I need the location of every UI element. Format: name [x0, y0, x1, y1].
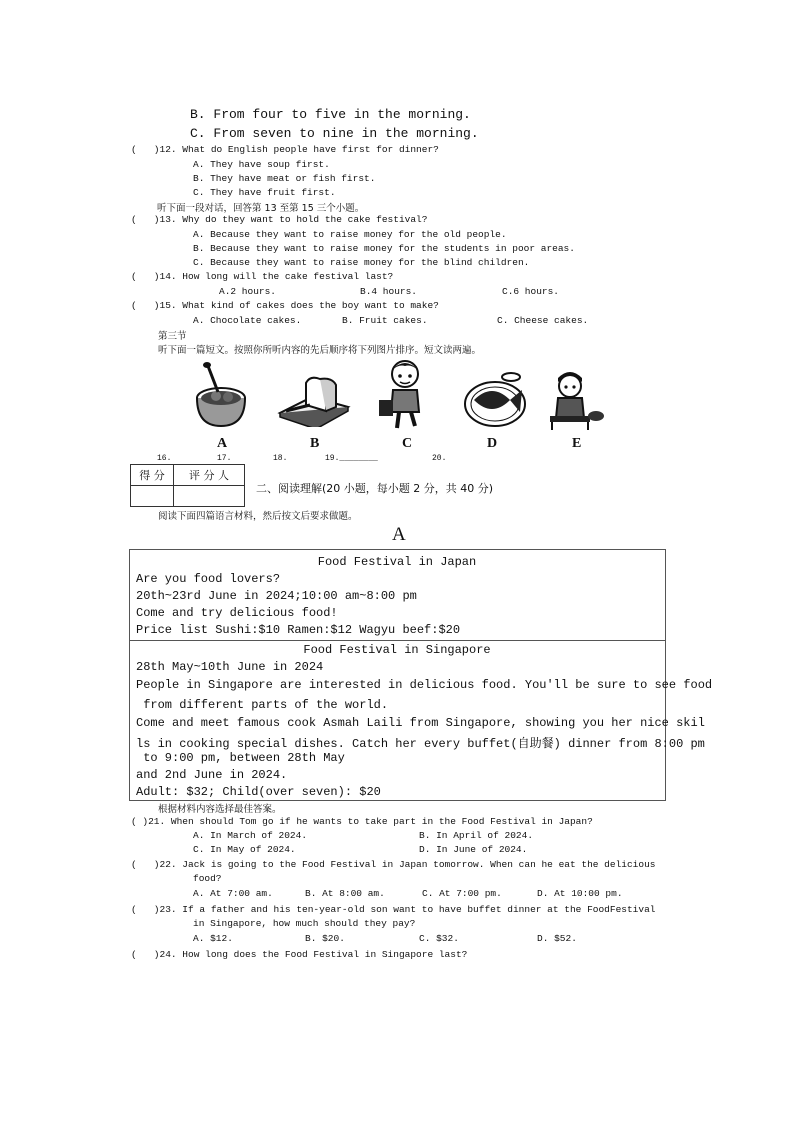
q13-option-a: A. Because they want to raise money for the old people. — [193, 229, 507, 240]
score-cell[interactable] — [131, 486, 174, 507]
q23-stem-cont: in Singapore, how much should they pay? — [193, 918, 416, 929]
q21-option-a: A. In March of 2024. — [193, 830, 308, 841]
q24-stem: ( )24. How long does the Food Festival in Singapore last? — [131, 949, 468, 960]
q14-stem: ( )14. How long will the cake festival last? — [131, 271, 394, 282]
blank-20: 20. — [432, 454, 447, 463]
q14-option-b: B.4 hours. — [360, 286, 418, 297]
q21-stem: ( )21. When should Tom go if he wants to take part in the Food Festival in Japan? — [131, 816, 593, 827]
japan-price-list: Price list Sushi:$10 Ramen:$12 Wagyu beef:$20 — [136, 623, 461, 637]
box-divider — [130, 640, 665, 641]
singapore-line6: to 9:00 pm, between 28th May — [136, 751, 345, 765]
section3-title: 第三节 — [158, 331, 187, 342]
q22-option-d: D. At 10:00 pm. — [537, 888, 623, 899]
q23-option-d: D. $52. — [537, 933, 577, 944]
score-header: 得 分 — [131, 465, 174, 486]
q23-option-a: A. $12. — [193, 933, 233, 944]
blank-18: 18. — [273, 454, 288, 463]
answer-instruction: 根据材料内容选择最佳答案。 — [158, 804, 282, 815]
q21-option-d: D. In June of 2024. — [419, 844, 528, 855]
q15-option-c: C. Cheese cakes. — [497, 315, 589, 326]
singapore-line5: ls in cooking special dishes. Catch her every buffet(自助餐) dinner from 8:00 pm — [136, 737, 705, 751]
section3-instruction: 听下面一篇短文。按照你所听内容的先后顺序将下列图片排序。短文读两遍。 — [158, 345, 482, 356]
bread-board-icon — [276, 375, 352, 427]
q23-stem: ( )23. If a father and his ten-year-old son want to have buffet dinner at the FoodFestival — [131, 904, 656, 915]
q21-option-c: C. In May of 2024. — [193, 844, 296, 855]
q13-option-b: B. Because they want to raise money for the students in poor areas. — [193, 243, 575, 254]
q14-option-c: C.6 hours. — [502, 286, 560, 297]
passage-label: A — [392, 524, 406, 545]
japan-line3: Come and try delicious food! — [136, 606, 338, 620]
q23-option-c: C. $32. — [419, 933, 459, 944]
blank-16: 16. — [157, 454, 172, 463]
q14-option-a: A.2 hours. — [219, 286, 277, 297]
q15-option-b: B. Fruit cakes. — [342, 315, 428, 326]
reviewer-header: 评 分 人 — [174, 465, 245, 486]
blank-17: 17. — [217, 454, 232, 463]
score-table — [130, 464, 245, 507]
picture-label-e: E — [572, 436, 582, 451]
q11-option-c: C. From seven to nine in the morning. — [190, 126, 479, 141]
singapore-line3: from different parts of the world. — [136, 698, 389, 712]
reviewer-cell[interactable] — [174, 486, 245, 507]
singapore-title: Food Festival in Singapore — [303, 643, 491, 657]
soup-pot-icon — [188, 360, 254, 432]
q15-option-a: A. Chocolate cakes. — [193, 315, 302, 326]
singapore-line7: and 2nd June in 2024. — [136, 768, 288, 782]
q12-option-a: A. They have soup first. — [193, 159, 330, 170]
singapore-prices: Adult: $32; Child(over seven): $20 — [136, 785, 381, 799]
japan-title: Food Festival in Japan — [317, 555, 477, 569]
part2-title: 二、阅读理解(20 小题，每小题 2 分，共 40 分) — [256, 482, 494, 495]
singapore-line2: People in Singapore are interested in delicious food. You'll be sure to see food — [136, 678, 713, 692]
q13-option-c: C. Because they want to raise money for the blind children. — [193, 257, 530, 268]
q11-option-b: B. From four to five in the morning. — [190, 107, 471, 122]
q12-option-b: B. They have meat or fish first. — [193, 173, 376, 184]
q13-stem: ( )13. Why do they want to hold the cake festival? — [131, 214, 428, 225]
fish-plate-icon — [462, 370, 528, 428]
q21-option-b: B. In April of 2024. — [419, 830, 534, 841]
q22-option-c: C. At 7:00 pm. — [422, 888, 502, 899]
picture-label-a: A — [217, 436, 228, 451]
japan-line2: 20th~23rd June in 2024;10:00 am~8:00 pm — [136, 589, 417, 603]
eating-girl-icon — [544, 370, 606, 432]
japan-line1: Are you food lovers? — [136, 572, 281, 586]
dialogue-instruction: 听下面一段对话，回答第 13 至第 15 三个小题。 — [157, 203, 365, 214]
singapore-line1: 28th May~10th June in 2024 — [136, 660, 324, 674]
q22-stem: ( )22. Jack is going to the Food Festival in Japan tomorrow. When can he eat the delicious — [131, 859, 656, 870]
q22-stem-cont: food? — [193, 873, 222, 884]
q12-stem: ( )12. What do English people have first for dinner? — [131, 144, 439, 155]
picture-label-c: C — [402, 436, 413, 451]
q15-stem: ( )15. What kind of cakes does the boy want to make? — [131, 300, 439, 311]
singapore-line4: Come and meet famous cook Asmah Laili from Singapore, showing you her nice skil — [136, 716, 705, 730]
q12-option-c: C. They have fruit first. — [193, 187, 336, 198]
q23-option-b: B. $20. — [305, 933, 345, 944]
picture-label-b: B — [310, 436, 320, 451]
blank-19: 19.________ — [325, 454, 378, 463]
part2-instruction: 阅读下面四篇语言材料，然后按文后要求做题。 — [158, 511, 358, 522]
picture-label-d: D — [487, 436, 498, 451]
q22-option-a: A. At 7:00 am. — [193, 888, 273, 899]
q22-option-b: B. At 8:00 am. — [305, 888, 385, 899]
boy-icon — [375, 356, 435, 432]
